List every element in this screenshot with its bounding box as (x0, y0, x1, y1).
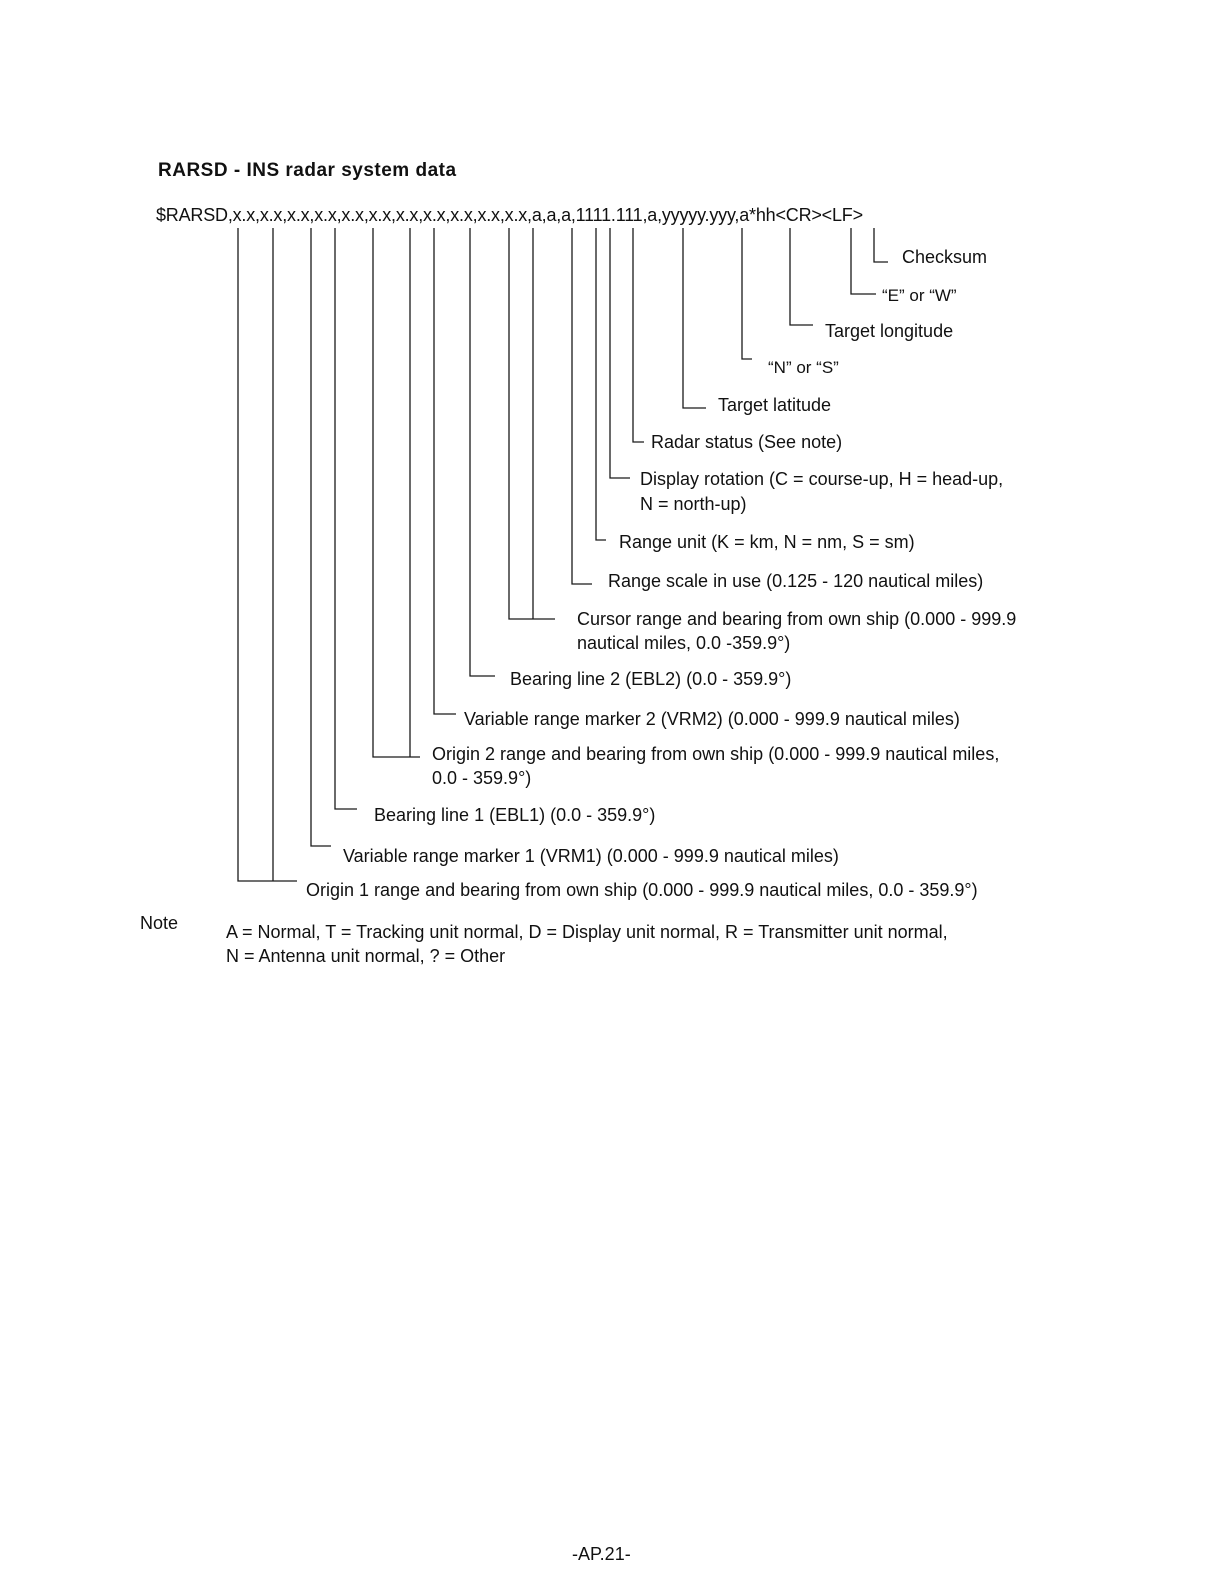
label-radar-status: Radar status (See note) (651, 432, 843, 452)
label-vrm1: Variable range marker 1 (VRM1) (0.000 - 999.9 nautical miles) (343, 846, 839, 866)
label-ebl2: Bearing line 2 (EBL2) (0.0 - 359.9°) (510, 669, 792, 689)
label-cursor-range-2: nautical miles, 0.0 -359.9°) (577, 633, 791, 653)
leader-n-or-s (742, 228, 752, 359)
leader-vrm1 (311, 228, 331, 846)
document-title: RARSD - INS radar system data (158, 160, 457, 181)
leader-target-latitude (683, 228, 706, 408)
label-target-latitude: Target latitude (718, 395, 832, 415)
leader-ebl2 (470, 228, 495, 676)
label-origin2-2: 0.0 - 359.9°) (432, 768, 532, 788)
label-vrm2: Variable range marker 2 (VRM2) (0.000 - 999.9 nautical miles) (464, 709, 960, 729)
sentence-format: $RARSD,x.x,x.x,x.x,x.x,x.x,x.x,x.x,x.x,x.x,x.x,x.x,a,a,a,1111.111,a,yyyyy.yyy,a*hh<CR><LF> (156, 205, 863, 225)
label-n-or-s: “N” or “S” (768, 358, 839, 377)
label-origin2-1: Origin 2 range and bearing from own ship (0.000 - 999.9 nautical miles, (432, 744, 1000, 764)
leader-vrm2 (434, 228, 456, 714)
leader-range-unit (596, 228, 606, 540)
label-cursor-range-1: Cursor range and bearing from own ship (0.000 - 999.9 (577, 609, 1017, 629)
label-ebl1: Bearing line 1 (EBL1) (0.0 - 359.9°) (374, 805, 656, 825)
label-e-or-w: “E” or “W” (882, 286, 957, 305)
leader-radar-status (633, 228, 644, 442)
leader-e-or-w (851, 228, 876, 294)
label-origin1: Origin 1 range and bearing from own ship (0.000 - 999.9 nautical miles, 0.0 - 359.9°) (306, 880, 978, 900)
leader-checksum (874, 228, 888, 262)
leader-target-longitude (790, 228, 813, 325)
leader-display-rotation (610, 228, 630, 478)
label-target-longitude: Target longitude (825, 321, 954, 341)
label-range-unit: Range unit (K = km, N = nm, S = sm) (619, 532, 915, 552)
leader-ebl1 (335, 228, 357, 809)
label-display-rotation-2: N = north-up) (640, 494, 747, 514)
leader-origin2 (373, 228, 420, 757)
label-display-rotation-1: Display rotation (C = course-up, H = head-up, (640, 469, 1004, 489)
label-checksum: Checksum (902, 247, 988, 267)
leader-origin1 (238, 228, 297, 881)
note-text (226, 920, 948, 968)
page-number: -AP.21- (572, 1544, 631, 1564)
note-line: A = Normal, T = Tracking unit normal, D = Display unit normal, R = Transmitter unit normal, (226, 922, 948, 942)
note-label: Note (140, 913, 179, 933)
label-range-scale: Range scale in use (0.125 - 120 nautical miles) (608, 571, 984, 591)
note-line: N = Antenna unit normal, ? = Other (226, 946, 506, 966)
leader-cursor-range-bearing (509, 228, 555, 619)
leader-range-scale (572, 228, 592, 584)
